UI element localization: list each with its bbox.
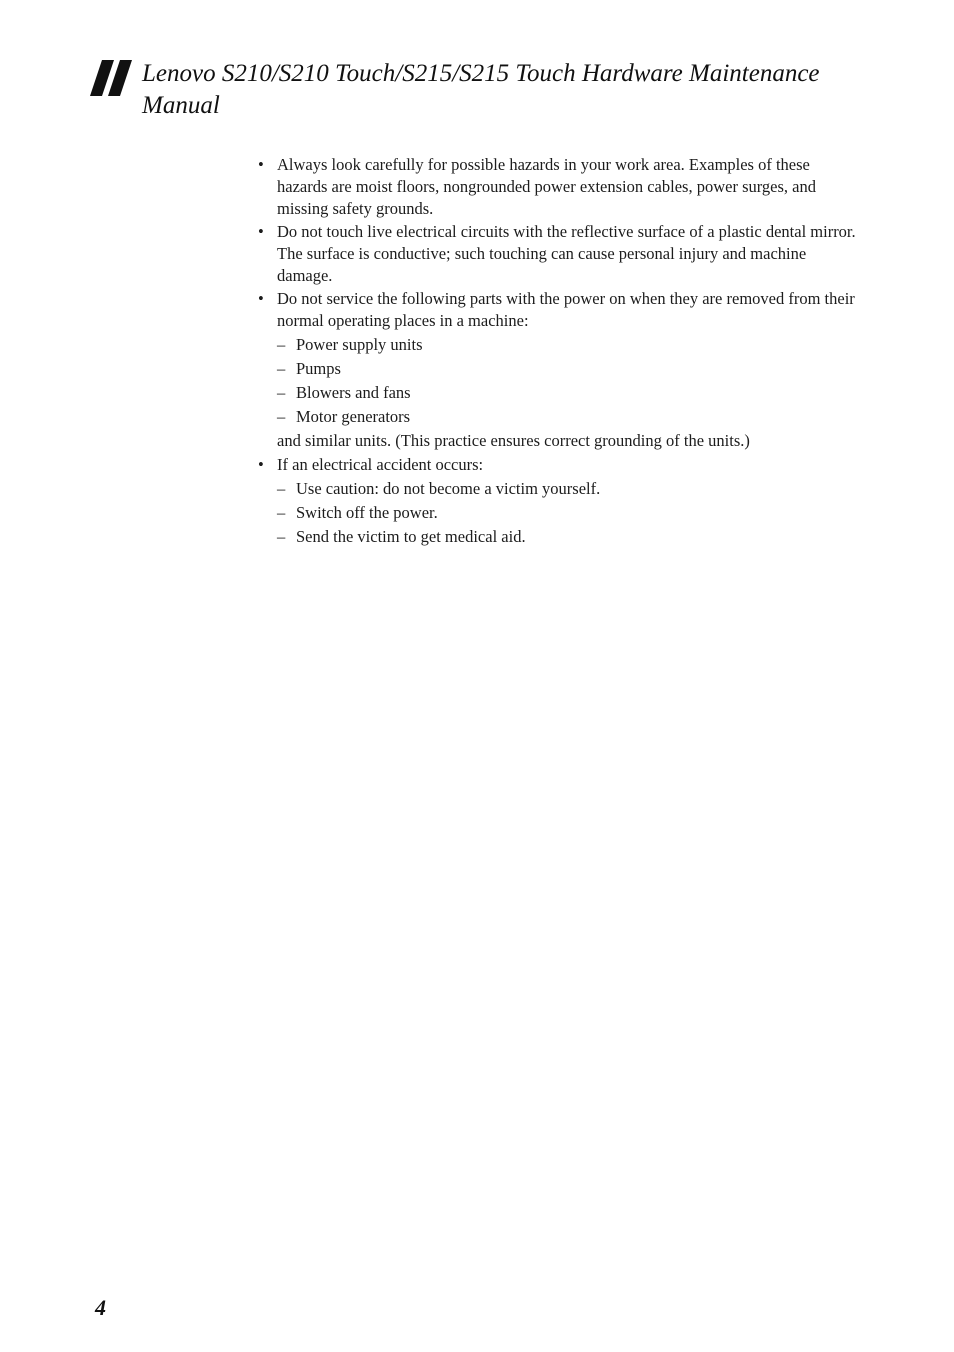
list-item-continuation: and similar units. (This practice ensures correct grounding of the units.): [277, 431, 750, 450]
list-item: [258, 154, 858, 220]
bullet-icon: •: [258, 155, 264, 174]
page-number: 4: [95, 1295, 106, 1320]
list-item: [258, 454, 858, 476]
dash-icon: –: [277, 407, 286, 426]
sub-list-item: [258, 406, 858, 428]
sub-list-item-text: Switch off the power.: [296, 503, 438, 522]
list-item-text: Always look carefully for possible hazards in your work area. Examples of these hazards are moist floors, nongrounded power extension cables, power surges, and missing safety grounds.: [277, 155, 817, 218]
sub-list-item: [258, 526, 858, 548]
sub-list-item: [258, 478, 858, 500]
sub-list-item-text: Pumps: [296, 359, 341, 378]
bullet-icon: •: [258, 289, 264, 308]
dash-icon: –: [277, 383, 286, 402]
list-item-text: Do not service the following parts with the power on when they are removed from their normal operating places in a machine:: [277, 289, 855, 330]
bullet-icon: •: [258, 222, 264, 241]
list-item-text: Do not touch live electrical circuits with the reflective surface of a plastic dental mirror. The surface is conductive; such touching can cause personal injury and machine damage.: [277, 222, 856, 285]
sub-list-item-text: Power supply units: [296, 335, 423, 354]
sub-list-item: [258, 358, 858, 380]
list-item-text: If an electrical accident occurs:: [277, 455, 484, 474]
sub-list-item: [258, 382, 858, 404]
sub-list-item-text: Blowers and fans: [296, 383, 411, 402]
bullet-icon: •: [258, 455, 264, 474]
sub-list-item: [258, 502, 858, 524]
sub-list-item-text: Use caution: do not become a victim yourself.: [296, 479, 601, 498]
safety-list: [258, 154, 858, 550]
dash-icon: –: [277, 335, 286, 354]
double-slash-mark-icon: [90, 60, 136, 96]
dash-icon: –: [277, 359, 286, 378]
dash-icon: –: [277, 527, 286, 546]
sub-list-item-text: Send the victim to get medical aid.: [296, 527, 526, 546]
list-item: [258, 288, 858, 332]
dash-icon: –: [277, 479, 286, 498]
dash-icon: –: [277, 503, 286, 522]
sub-list-item-text: Motor generators: [296, 407, 411, 426]
list-item: [258, 221, 858, 287]
sub-list-item: [258, 334, 858, 356]
document-title: Lenovo S210/S210 Touch/S215/S215 Touch Hardware Maintenance Manual: [142, 60, 820, 119]
